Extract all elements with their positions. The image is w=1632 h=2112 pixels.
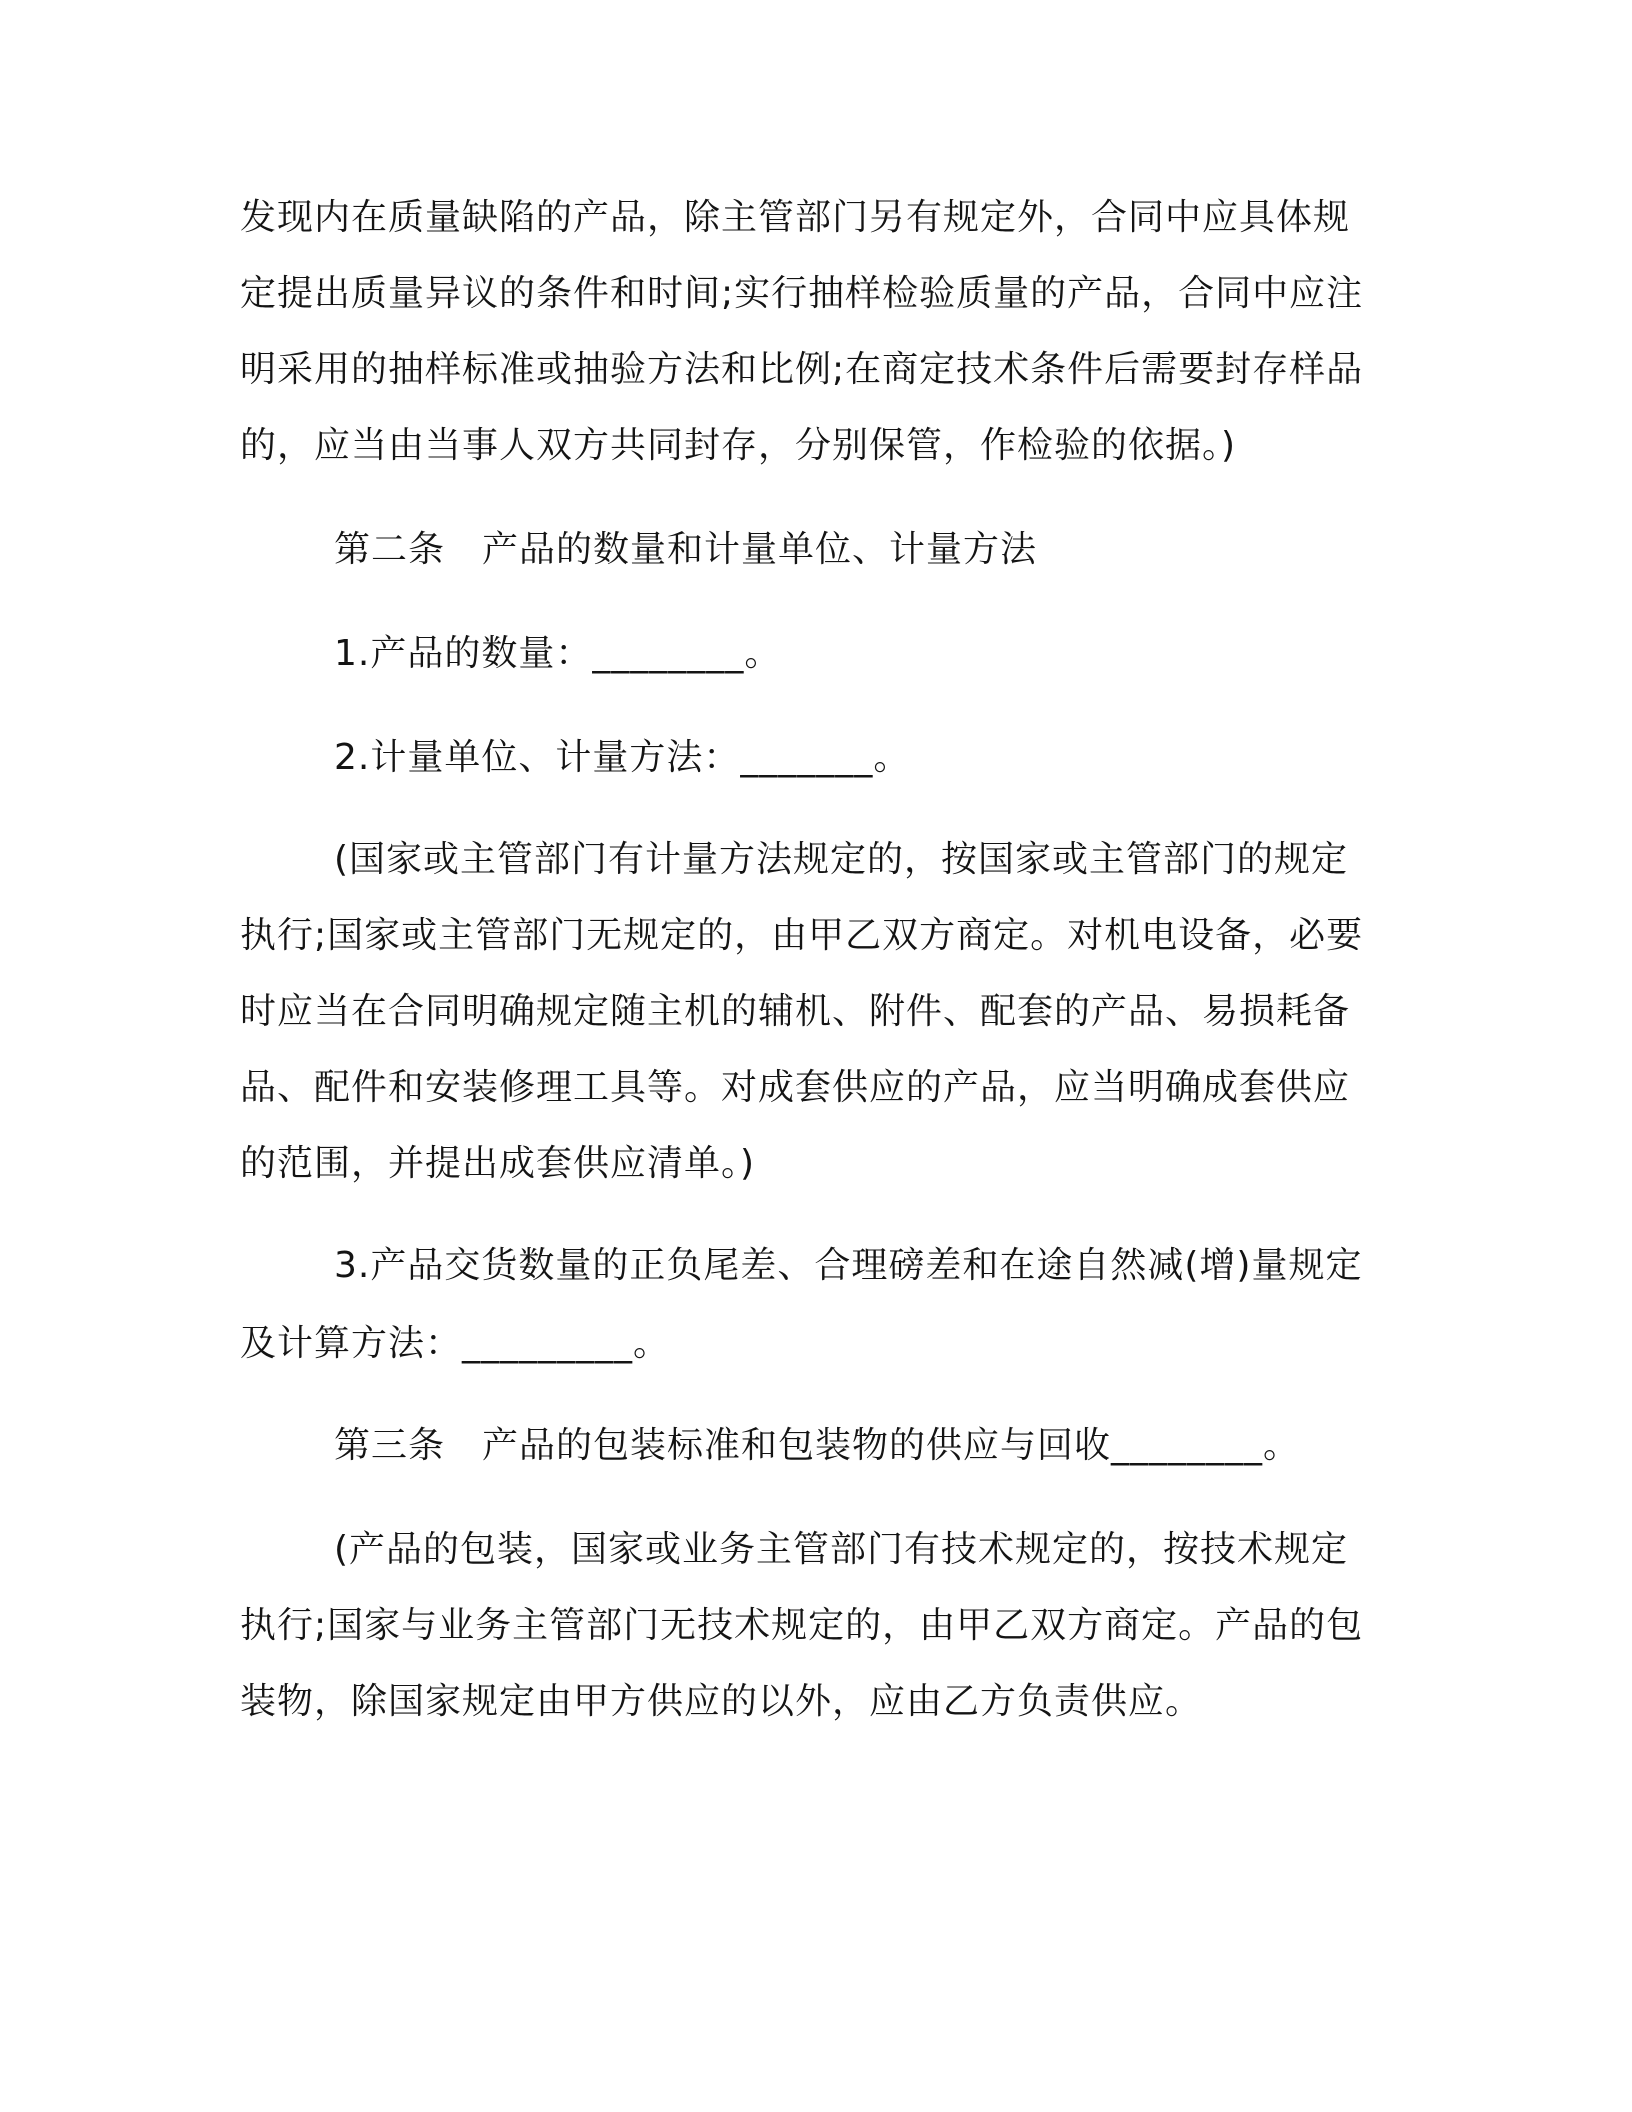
paragraph-line: 发现内在质量缺陷的产品，除主管部门另有规定外，合同中应具体规 (240, 197, 1351, 238)
article-2-item-3: 3.产品交货数量的正负尾差、合理磅差和在途自然减(增)量规定 (334, 1245, 1363, 1286)
paragraph-line: 执行;国家与业务主管部门无技术规定的，由甲乙双方商定。产品的包 (240, 1605, 1364, 1646)
article-2-heading: 第二条 产品的数量和计量单位、计量方法 (334, 529, 1038, 570)
paragraph-line: 明采用的抽样标准或抽验方法和比例;在商定技术条件后需要封存样品 (240, 349, 1364, 390)
paragraph-line: 执行;国家或主管部门无规定的，由甲乙双方商定。对机电设备，必要 (240, 915, 1364, 956)
paragraph-line: (国家或主管部门有计量方法规定的，按国家或主管部门的规定 (334, 839, 1349, 880)
article-3-heading: 第三条 产品的包装标准和包装物的供应与回收________。 (334, 1425, 1301, 1466)
article-2-item-2: 2.计量单位、计量方法：_______。 (334, 737, 911, 778)
paragraph-line: 时应当在合同明确规定随主机的辅机、附件、配套的产品、易损耗备 (240, 991, 1351, 1032)
paragraph-line: (产品的包装，国家或业务主管部门有技术规定的，按技术规定 (334, 1529, 1349, 1570)
paragraph-line: 定提出质量异议的条件和时间;实行抽样检验质量的产品，合同中应注 (240, 273, 1364, 314)
paragraph-line: 的范围，并提出成套供应清单。) (240, 1143, 756, 1184)
paragraph-line: 及计算方法：_________。 (240, 1323, 671, 1364)
article-2-item-1: 1.产品的数量：________。 (334, 633, 782, 674)
paragraph-line: 品、配件和安装修理工具等。对成套供应的产品，应当明确成套供应 (240, 1067, 1351, 1108)
paragraph-line: 的，应当由当事人双方共同封存，分别保管，作检验的依据。) (240, 425, 1237, 466)
paragraph-line: 装物，除国家规定由甲方供应的以外，应由乙方负责供应。 (240, 1681, 1203, 1722)
